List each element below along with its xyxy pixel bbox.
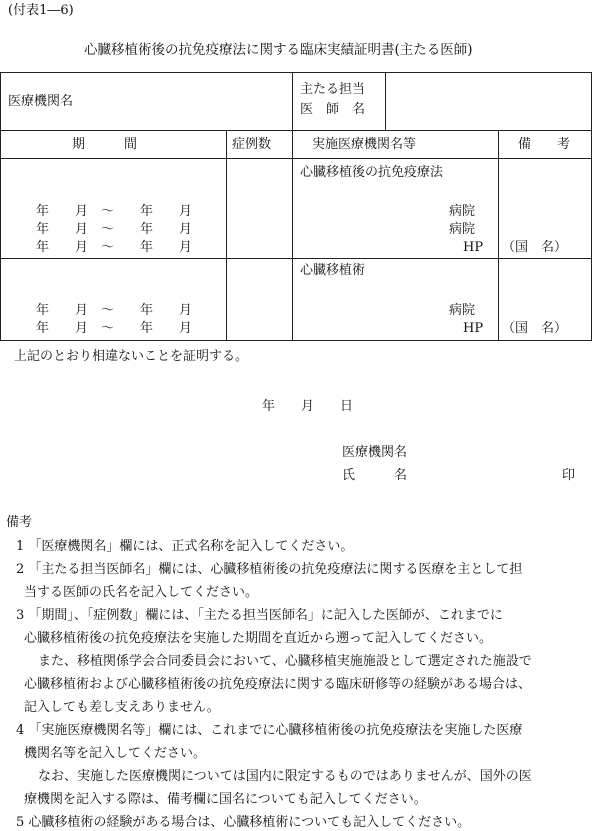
signature-name-label: 氏 名 <box>342 468 408 483</box>
institution-column-header: 実施医療機関名等 <box>312 137 417 152</box>
institution-cell: 病院 <box>449 204 476 219</box>
notes-heading: 備考 <box>6 515 33 530</box>
institution-cell: 病院 <box>449 222 476 237</box>
note-line: 機関名等を記入してください。 <box>24 746 207 761</box>
section-title-immunotherapy: 心臓移植後の抗免疫療法 <box>300 165 444 180</box>
institution-cell: HP <box>463 321 484 336</box>
note-line: 当する医師の氏名を記入してください。 <box>24 585 259 600</box>
institution-cell: HP <box>463 240 484 255</box>
note-line: 1 「医療機関名」欄には、正式名称を記入してください。 <box>16 539 354 554</box>
signature-institution-label: 医療機関名 <box>342 445 408 460</box>
remarks-cell: （国 名） <box>502 321 568 336</box>
note-line: 心臓移植術および心臓移植術後の抗免疫療法に関する臨床研修等の経験がある場合は、 <box>24 677 532 692</box>
cases-column-header: 症例数 <box>232 137 272 152</box>
note-line: 3 「期間」、「症例数」欄には、「主たる担当医師名」に記入した医師が、これまでに <box>16 608 503 623</box>
certification-statement: 上記のとおり相違ないことを証明する。 <box>14 349 249 364</box>
note-line: 心臓移植術後の抗免疫療法を実施した期間を直近から遡って記入してください。 <box>24 631 493 646</box>
note-line: 2 「主たる担当医師名」欄には、心臓移植術後の抗免疫療法に関する医療を主として担 <box>16 562 523 577</box>
note-line: 5 心臓移植術の経験がある場合は、心臓移植術についても記入してください。 <box>16 815 471 830</box>
section-title-transplant: 心臓移植術 <box>300 263 366 278</box>
period-row: 年 月 ～ 年 月 <box>36 321 193 336</box>
seal-mark: 印 <box>562 468 576 483</box>
period-row: 年 月 ～ 年 月 <box>36 204 193 219</box>
institution-cell: 病院 <box>449 303 476 318</box>
period-row: 年 月 ～ 年 月 <box>36 303 193 318</box>
period-row: 年 月 ～ 年 月 <box>36 222 193 237</box>
remarks-cell: （国 名） <box>502 240 568 255</box>
form-code: (付表1―6) <box>8 3 74 18</box>
document-title: 心臓移植術後の抗免疫療法に関する臨床実績証明書(主たる医師) <box>84 42 473 58</box>
note-line: 療機関を記入する際は、備考欄に国名についても記入してください。 <box>24 792 427 807</box>
note-line: 4 「実施医療機関名等」欄には、これまでに心臓移植術後の抗免疫療法を実施した医療 <box>16 723 523 738</box>
remarks-column-header: 備 考 <box>518 137 571 152</box>
doctor-label-line2: 医 師 名 <box>300 102 366 117</box>
date-line: 年 月 日 <box>262 399 354 414</box>
institution-name-label: 医療機関名 <box>8 94 74 109</box>
note-line: 記入しても差し支えありません。 <box>24 700 220 715</box>
period-row: 年 月 ～ 年 月 <box>36 240 193 255</box>
note-line: また、移植関係学会合同委員会において、心臓移植実施施設として選定された施設で <box>38 654 532 669</box>
period-column-header: 期 間 <box>72 137 138 152</box>
note-line: なお、実施した医療機関については国内に限定するものではありませんが、国外の医 <box>38 769 532 784</box>
doctor-label-line1: 主たる担当 <box>300 82 366 97</box>
